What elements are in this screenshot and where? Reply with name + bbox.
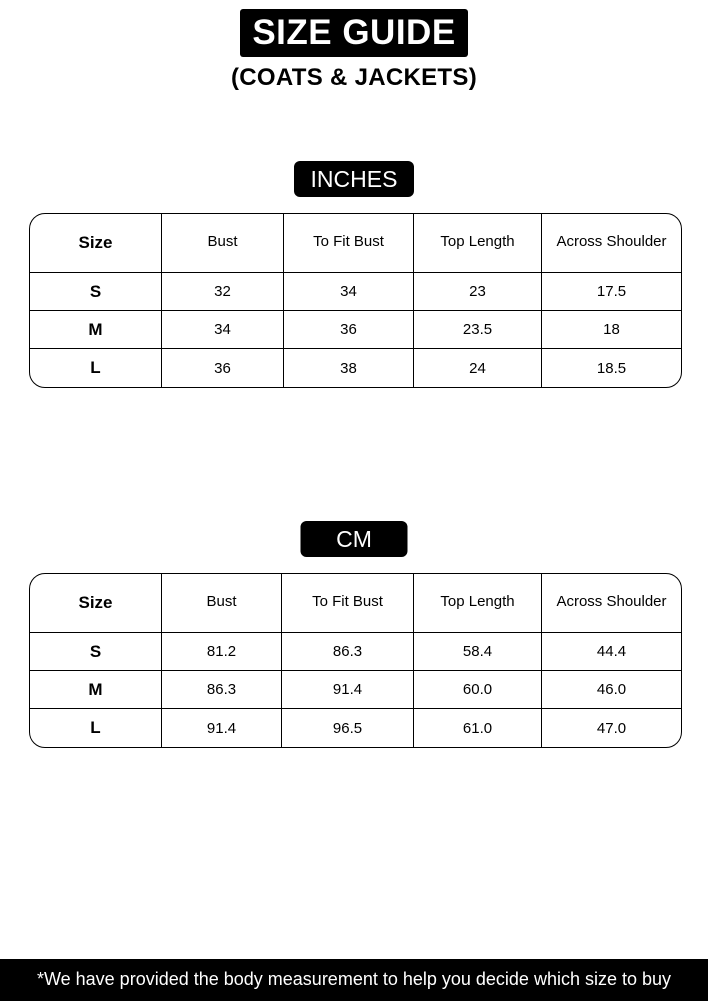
table-row: [30, 311, 681, 349]
top-length-cell: 24: [414, 349, 542, 387]
across-shoulder-cell: 44.4: [542, 633, 681, 671]
bust-cell: 91.4: [162, 709, 282, 747]
table-row: [30, 709, 681, 747]
top-length-cell: 23.5: [414, 311, 542, 349]
bust-cell: 81.2: [162, 633, 282, 671]
page-subtitle: (COATS & JACKETS): [231, 64, 477, 91]
size-cell: S: [30, 273, 162, 311]
to-fit-bust-cell: 96.5: [282, 709, 414, 747]
column-header-to-fit-bust: To Fit Bust: [284, 214, 414, 273]
cm-section-label: CM: [301, 521, 408, 557]
top-length-cell: 23: [414, 273, 542, 311]
bust-cell: 34: [162, 311, 284, 349]
inches-size-table: [29, 213, 682, 388]
to-fit-bust-cell: 38: [284, 349, 414, 387]
across-shoulder-cell: 46.0: [542, 671, 681, 709]
table-header-row: [30, 574, 681, 633]
across-shoulder-cell: 17.5: [542, 273, 681, 311]
column-header-top-length: Top Length: [414, 574, 542, 633]
top-length-cell: 61.0: [414, 709, 542, 747]
size-cell: M: [30, 671, 162, 709]
bust-cell: 86.3: [162, 671, 282, 709]
across-shoulder-cell: 18.5: [596, 359, 627, 377]
column-header-bust: Bust: [162, 214, 284, 273]
column-header-to-fit-bust: To Fit Bust: [282, 574, 414, 633]
column-header-across-shoulder: Across Shoulder: [542, 574, 681, 633]
table-row: [30, 633, 681, 671]
bust-cell: 36: [162, 349, 284, 387]
cm-size-table: [29, 573, 682, 748]
page-title: SIZE GUIDE: [240, 9, 467, 57]
column-header-size: Size: [30, 574, 162, 633]
column-header-size: Size: [30, 214, 162, 273]
column-header-across-shoulder: Across Shoulder: [542, 214, 681, 273]
table-row: [30, 671, 681, 709]
size-cell: L: [30, 349, 162, 387]
table-header-row: [30, 214, 681, 273]
to-fit-bust-cell: 91.4: [282, 671, 414, 709]
top-length-cell: 58.4: [414, 633, 542, 671]
table-row: [30, 273, 681, 311]
to-fit-bust-cell: 34: [284, 273, 414, 311]
table-row: [30, 349, 681, 387]
size-cell: M: [30, 311, 162, 349]
top-length-cell: 60.0: [414, 671, 542, 709]
column-header-bust: Bust: [162, 574, 282, 633]
size-cell: L: [30, 709, 162, 747]
inches-section-label: INCHES: [294, 161, 414, 197]
bust-cell: 32: [162, 273, 284, 311]
title-container: [0, 9, 708, 57]
across-shoulder-cell: 47.0: [596, 719, 627, 737]
size-cell: S: [30, 633, 162, 671]
across-shoulder-cell: 18: [542, 311, 681, 349]
to-fit-bust-cell: 36: [284, 311, 414, 349]
to-fit-bust-cell: 86.3: [282, 633, 414, 671]
footer-note: *We have provided the body measurement to help you decide which size to buy: [0, 959, 708, 1001]
column-header-top-length: Top Length: [414, 214, 542, 273]
